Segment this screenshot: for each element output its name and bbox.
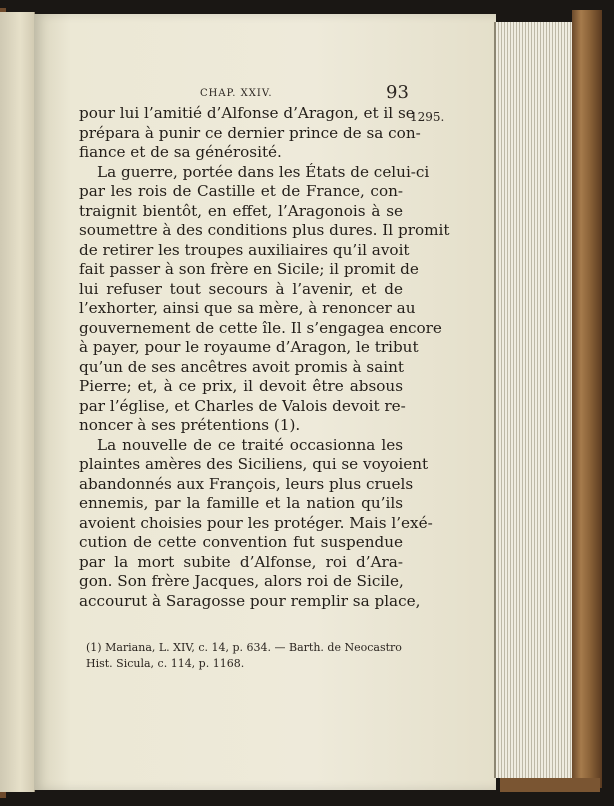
text-line: par l’église, et Charles de Valois devoit re- xyxy=(79,396,406,415)
text-line: La guerre, portée dans les États de celui-ci xyxy=(97,162,430,181)
page-number: 93 xyxy=(386,82,409,103)
text-line: plaintes amères des Siciliens, qui se voyoient xyxy=(79,455,429,473)
left-page-edge xyxy=(0,12,35,792)
text-line: gouvernement de cette île. Il s’engagea encore xyxy=(79,318,442,337)
footnote-line: (1) Mariana, L. XIV, c. 14, p. 634. — Barth. de Neocastro xyxy=(86,641,402,654)
text-line: fait passer à son frère en Sicile; il promit de xyxy=(79,260,419,278)
margin-year: 1295. xyxy=(410,110,445,124)
text-line: de retirer les troupes auxiliaires qu’il avoit xyxy=(79,240,410,259)
text-line: ennemis, par la famille et la nation qu’ils xyxy=(79,494,403,512)
book-cover-bottom xyxy=(500,778,600,792)
text-line: lui refuser tout secours à l’avenir, et de xyxy=(79,279,403,298)
text-line: qu’un de ses ancêtres avoit promis à saint xyxy=(79,357,405,376)
footnote xyxy=(86,640,406,672)
text-line: soumettre à des conditions plus dures. Il promit xyxy=(79,221,450,239)
text-line: noncer à ses prétentions (1). xyxy=(79,416,301,434)
text-line: La nouvelle de ce traité occasionna les xyxy=(97,435,403,454)
text-line: prépara à punir ce dernier prince de sa con- xyxy=(79,123,421,142)
text-line: accourut à Saragosse pour remplir sa place, xyxy=(79,591,421,610)
text-line: à payer, pour le royaume d’Aragon, le tribut xyxy=(79,338,419,356)
text-line: l’exhorter, ainsi que sa mère, à renoncer au xyxy=(79,299,416,317)
footnote-line: Hist. Sicula, c. 114, p. 1168. xyxy=(86,657,245,670)
text-line: pour lui l’amitié d’Alfonse d’Aragon, et il se xyxy=(79,104,415,122)
book-cover-edge xyxy=(572,10,602,788)
running-head: CHAP. XXIV. xyxy=(200,88,273,99)
text-line: par les rois de Castille et de France, con- xyxy=(79,182,403,200)
text-line: fiance et de sa générosité. xyxy=(79,143,282,161)
text-line: avoient choisies pour les protéger. Mais l’exé- xyxy=(79,513,433,532)
text-line: par la mort subite d’Alfonse, roi d’Ara- xyxy=(79,552,403,571)
page-stack-edges xyxy=(494,22,576,778)
text-line: abandonnés aux François, leurs plus cruels xyxy=(79,474,414,493)
text-line: gon. Son frère Jacques, alors roi de Sicile, xyxy=(79,572,404,590)
text-line: cution de cette convention fut suspendue xyxy=(79,533,403,551)
text-line: traignit bientôt, en effet, l’Aragonois à se xyxy=(79,201,403,220)
text-line: Pierre; et, à ce prix, il devoit être absous xyxy=(79,377,403,395)
